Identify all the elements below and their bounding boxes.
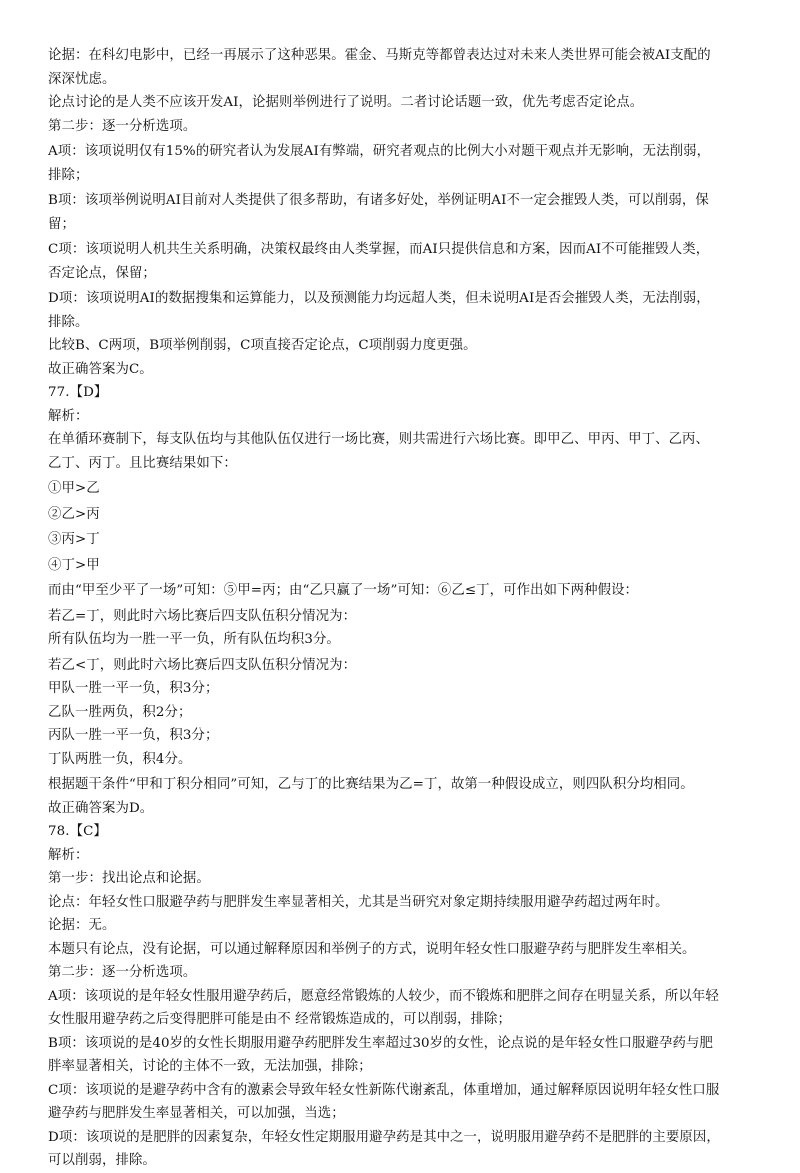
text-line: ④丁>甲 bbox=[48, 557, 100, 573]
text-line: 乙丁、丙丁。且比赛结果如下： bbox=[48, 455, 237, 471]
text-line: 解析： bbox=[48, 847, 89, 863]
text-line: 故正确答案为C。 bbox=[48, 361, 153, 377]
text-line: 而由“甲至少平了一场”可知：⑤甲=丙；由“乙只赢了一场”可知：⑥乙≤丁，可作出如下两种假设： bbox=[48, 583, 639, 598]
text-line: 甲队一胜一平一负，积3分； bbox=[48, 681, 219, 696]
text-line: 女性服用避孕药之后变得肥胖可能是由不 经常锻炼造成的，可以削弱，排除； bbox=[48, 1012, 512, 1027]
text-line: 若乙<丁，则此时六场比赛后四支队伍积分情况为： bbox=[48, 657, 357, 673]
text-line: ③丙>丁 bbox=[48, 532, 100, 547]
text-line: 第一步：找出论点和论据。 bbox=[48, 871, 210, 886]
text-line: 避孕药与肥胖发生率显著相关，可以加强，当选； bbox=[48, 1106, 345, 1121]
text-line: B项：该项说的是40岁的女性长期服用避孕药肥胖发生率超过30岁的女性，论点说的是年轻女性口服避孕药与肥 bbox=[48, 1035, 713, 1051]
text-line: 第二步：逐一分析选项。 bbox=[48, 118, 197, 134]
text-line: 排除； bbox=[48, 167, 89, 183]
text-line: A项：该项说的是年轻女性服用避孕药后，愿意经常锻炼的人较少，而不锻炼和肥胖之间存在明显关系，所以年轻 bbox=[48, 988, 719, 1004]
text-line: 根据题干条件“甲和丁积分相同”可知，乙与丁的比赛结果为乙=丁，故第一种假设成立，则四队积分均相同。 bbox=[48, 777, 694, 792]
text-line: 可以削弱，排除。 bbox=[48, 1153, 156, 1168]
text-line: 比较B、C两项，B项举例削弱，C项直接否定论点，C项削弱力度更强。 bbox=[48, 338, 477, 353]
text-line: 论点讨论的是人类不应该开发AI，论据则举例进行了说明。二者讨论话题一致，优先考虑否定论点。 bbox=[48, 95, 644, 110]
text-line: ①甲>乙 bbox=[48, 481, 100, 496]
text-line: 深深忧虑。 bbox=[48, 71, 116, 87]
text-line: 论据：无。 bbox=[48, 918, 116, 933]
text-line: 解析： bbox=[48, 408, 89, 424]
document-page bbox=[48, 44, 760, 1173]
text-line: 故正确答案为D。 bbox=[48, 800, 154, 816]
text-line: C项：该项说明人机共生关系明确，决策权最终由人类掌握，而AI只提供信息和方案，因而AI不可能摧毁人类， bbox=[48, 242, 710, 257]
text-line: 否定论点，保留； bbox=[48, 265, 156, 281]
text-line: 本题只有论点，没有论据，可以通过解释原因和举例子的方式，说明年轻女性口服避孕药与肥胖发生率相关。 bbox=[48, 941, 696, 957]
text-line: D项：该项说明AI的数据搜集和运算能力，以及预测能力均远超人类，但未说明AI是否会摧毁人类，无法削弱， bbox=[48, 291, 710, 306]
question-number: 78.【C】 bbox=[48, 824, 107, 839]
text-line: 排除。 bbox=[48, 314, 89, 330]
text-line: ②乙>丙 bbox=[48, 506, 100, 522]
text-line: B项：该项举例说明AI目前对人类提供了很多帮助，有诸多好处，举例证明AI不一定会摧毁人类，可以削弱，保 bbox=[48, 193, 709, 208]
text-line: C项：该项说的是避孕药中含有的激素会导致年轻女性新陈代谢紊乱，体重增加，通过解释原因说明年轻女性口服 bbox=[48, 1082, 720, 1098]
text-line: 所有队伍均为一胜一平一负，所有队伍均积3分。 bbox=[48, 632, 340, 647]
question-number: 77.【D】 bbox=[48, 385, 108, 400]
text-line: 论据：在科幻电影中，已经一再展示了这种恶果。霍金、马斯克等都曾表达过对未来人类世界可能会被AI支配的 bbox=[48, 48, 711, 63]
text-line: D项：该项说的是肥胖的因素复杂，年轻女性定期服用避孕药是其中之一，说明服用避孕药不是肥胖的主要原因， bbox=[48, 1129, 720, 1145]
text-line: 若乙=丁，则此时六场比赛后四支队伍积分情况为： bbox=[48, 608, 357, 624]
text-line: 留； bbox=[48, 216, 75, 232]
text-line: A项：该项说明仅有15%的研究者认为发展AI有弊端，研究者观点的比例大小对题干观点并无影响，无法削弱， bbox=[48, 144, 711, 159]
text-line: 在单循环赛制下，每支队伍均与其他队伍仅进行一场比赛，则共需进行六场比赛。即甲乙、甲丙、甲丁、乙丙、 bbox=[48, 432, 710, 447]
text-line: 丁队两胜一负，积4分。 bbox=[48, 751, 192, 767]
text-line: 论点：年轻女性口服避孕药与肥胖发生率显著相关，尤其是当研究对象定期持续服用避孕药超过两年时。 bbox=[48, 894, 669, 910]
text-line: 胖率显著相关，讨论的主体不一致，无法加强，排除； bbox=[48, 1059, 372, 1074]
text-line: 乙队一胜两负，积2分； bbox=[48, 704, 192, 720]
text-line: 第二步：逐一分析选项。 bbox=[48, 965, 197, 980]
text-line: 丙队一胜一平一负，积3分； bbox=[48, 728, 219, 743]
